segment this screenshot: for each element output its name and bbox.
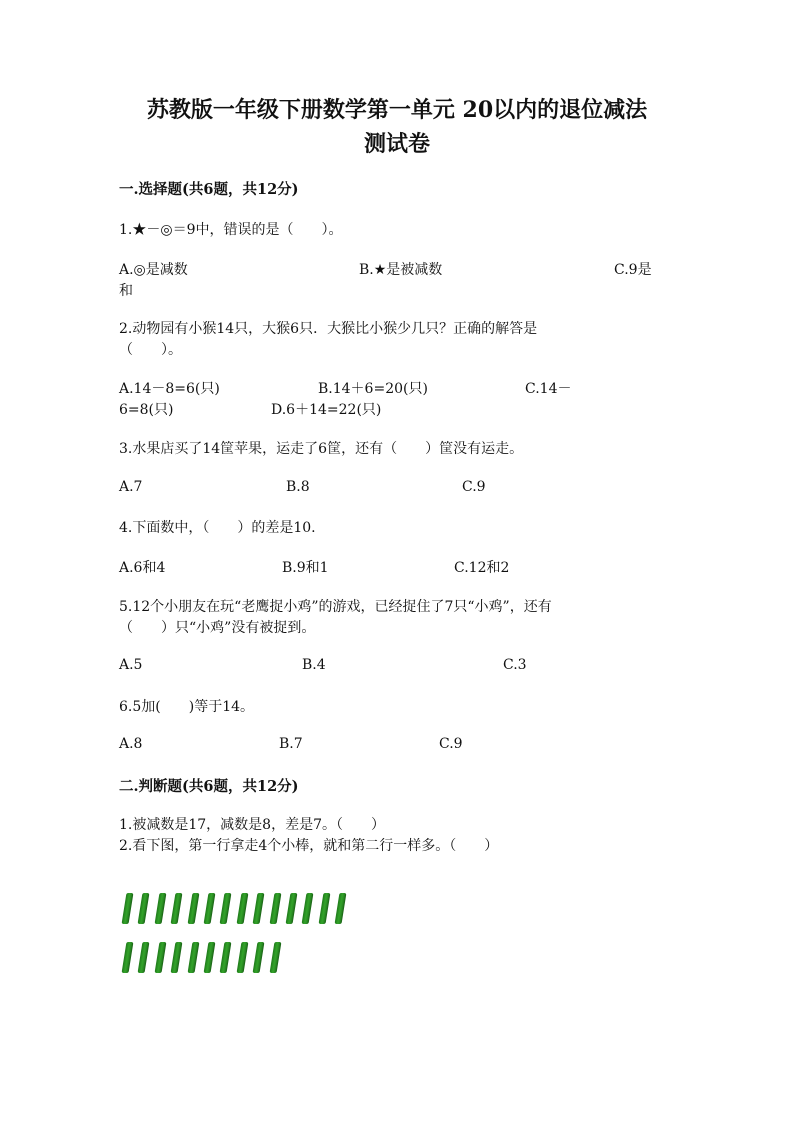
question-6-stem: 6.5加( )等于14。 <box>119 699 255 715</box>
question-5-stem-line2: （ ）只“小鸡”没有被捉到。 <box>119 620 316 636</box>
question-2-stem-line2: （ ）。 <box>119 342 182 358</box>
stick <box>171 942 183 973</box>
question-2-option-b: B.14＋6=20(只) <box>318 381 428 397</box>
judge-question-1: 1.被减数是17，减数是8，差是7。（ ） <box>119 817 385 833</box>
question-2-option-a: A.14－8=6(只) <box>119 381 220 397</box>
question-1-stem: 1.★－◎＝9中，错误的是（ ）。 <box>119 222 343 238</box>
page-title: 苏教版一年级下册数学第一单元 20以内的退位减法 <box>146 97 648 123</box>
question-5-option-c: C.3 <box>503 657 527 673</box>
stick <box>302 893 314 924</box>
stick <box>122 893 134 924</box>
question-2-stem: 2.动物园有小猴14只，大猴6只．大猴比小猴少几只？正确的解答是 <box>119 321 538 337</box>
stick <box>236 942 248 973</box>
question-2-option-c-wrap: 6=8(只) <box>119 402 174 418</box>
stick <box>187 942 199 973</box>
question-2-option-c: C.14－ <box>525 381 572 397</box>
stick <box>154 893 166 924</box>
stick <box>138 942 150 973</box>
question-1-option-a: A.◎是减数 <box>119 262 188 278</box>
stick <box>335 893 347 924</box>
section-heading-choice: 一.选择题(共6题，共12分) <box>119 181 299 198</box>
stick <box>204 893 216 924</box>
stick <box>236 893 248 924</box>
question-4-stem: 4.下面数中，（ ）的差是10. <box>119 520 316 536</box>
section-heading-judge: 二.判断题(共6题，共12分) <box>119 778 299 795</box>
question-1-option-c: C.9是 <box>614 262 652 278</box>
stick <box>154 942 166 973</box>
question-2-option-d: D.6＋14=22(只) <box>271 402 382 418</box>
question-6-option-c: C.9 <box>439 736 463 752</box>
stick <box>171 893 183 924</box>
question-6-option-a: A.8 <box>119 736 143 752</box>
stick <box>187 893 199 924</box>
stick <box>253 893 265 924</box>
question-3-stem: 3.水果店买了14筐苹果，运走了6筐，还有（ ）筐没有运走。 <box>119 441 524 457</box>
stick <box>138 893 150 924</box>
stick <box>318 893 330 924</box>
stick <box>286 893 298 924</box>
question-4-option-c: C.12和2 <box>454 560 510 576</box>
judge-question-2: 2.看下图，第一行拿走4个小棒，就和第二行一样多。（ ） <box>119 838 499 854</box>
question-4-option-b: B.9和1 <box>282 560 329 576</box>
question-6-option-b: B.7 <box>279 736 303 752</box>
question-3-option-b: B.8 <box>286 479 310 495</box>
stick <box>253 942 265 973</box>
question-3-option-c: C.9 <box>462 479 486 495</box>
stick <box>220 893 232 924</box>
question-5-stem: 5.12个小朋友在玩“老鹰捉小鸡”的游戏，已经捉住了7只“小鸡”，还有 <box>119 599 552 615</box>
page-title-line2: 测试卷 <box>363 131 430 157</box>
stick <box>220 942 232 973</box>
question-5-option-b: B.4 <box>302 657 326 673</box>
question-1-option-c-wrap: 和 <box>119 283 133 299</box>
stick <box>269 893 281 924</box>
stick <box>204 942 216 973</box>
stick <box>122 942 134 973</box>
question-4-option-a: A.6和4 <box>119 560 166 576</box>
stick <box>269 942 281 973</box>
question-5-option-a: A.5 <box>119 657 143 673</box>
question-1-option-b: B.★是被减数 <box>359 262 443 278</box>
question-3-option-a: A.7 <box>119 479 143 495</box>
